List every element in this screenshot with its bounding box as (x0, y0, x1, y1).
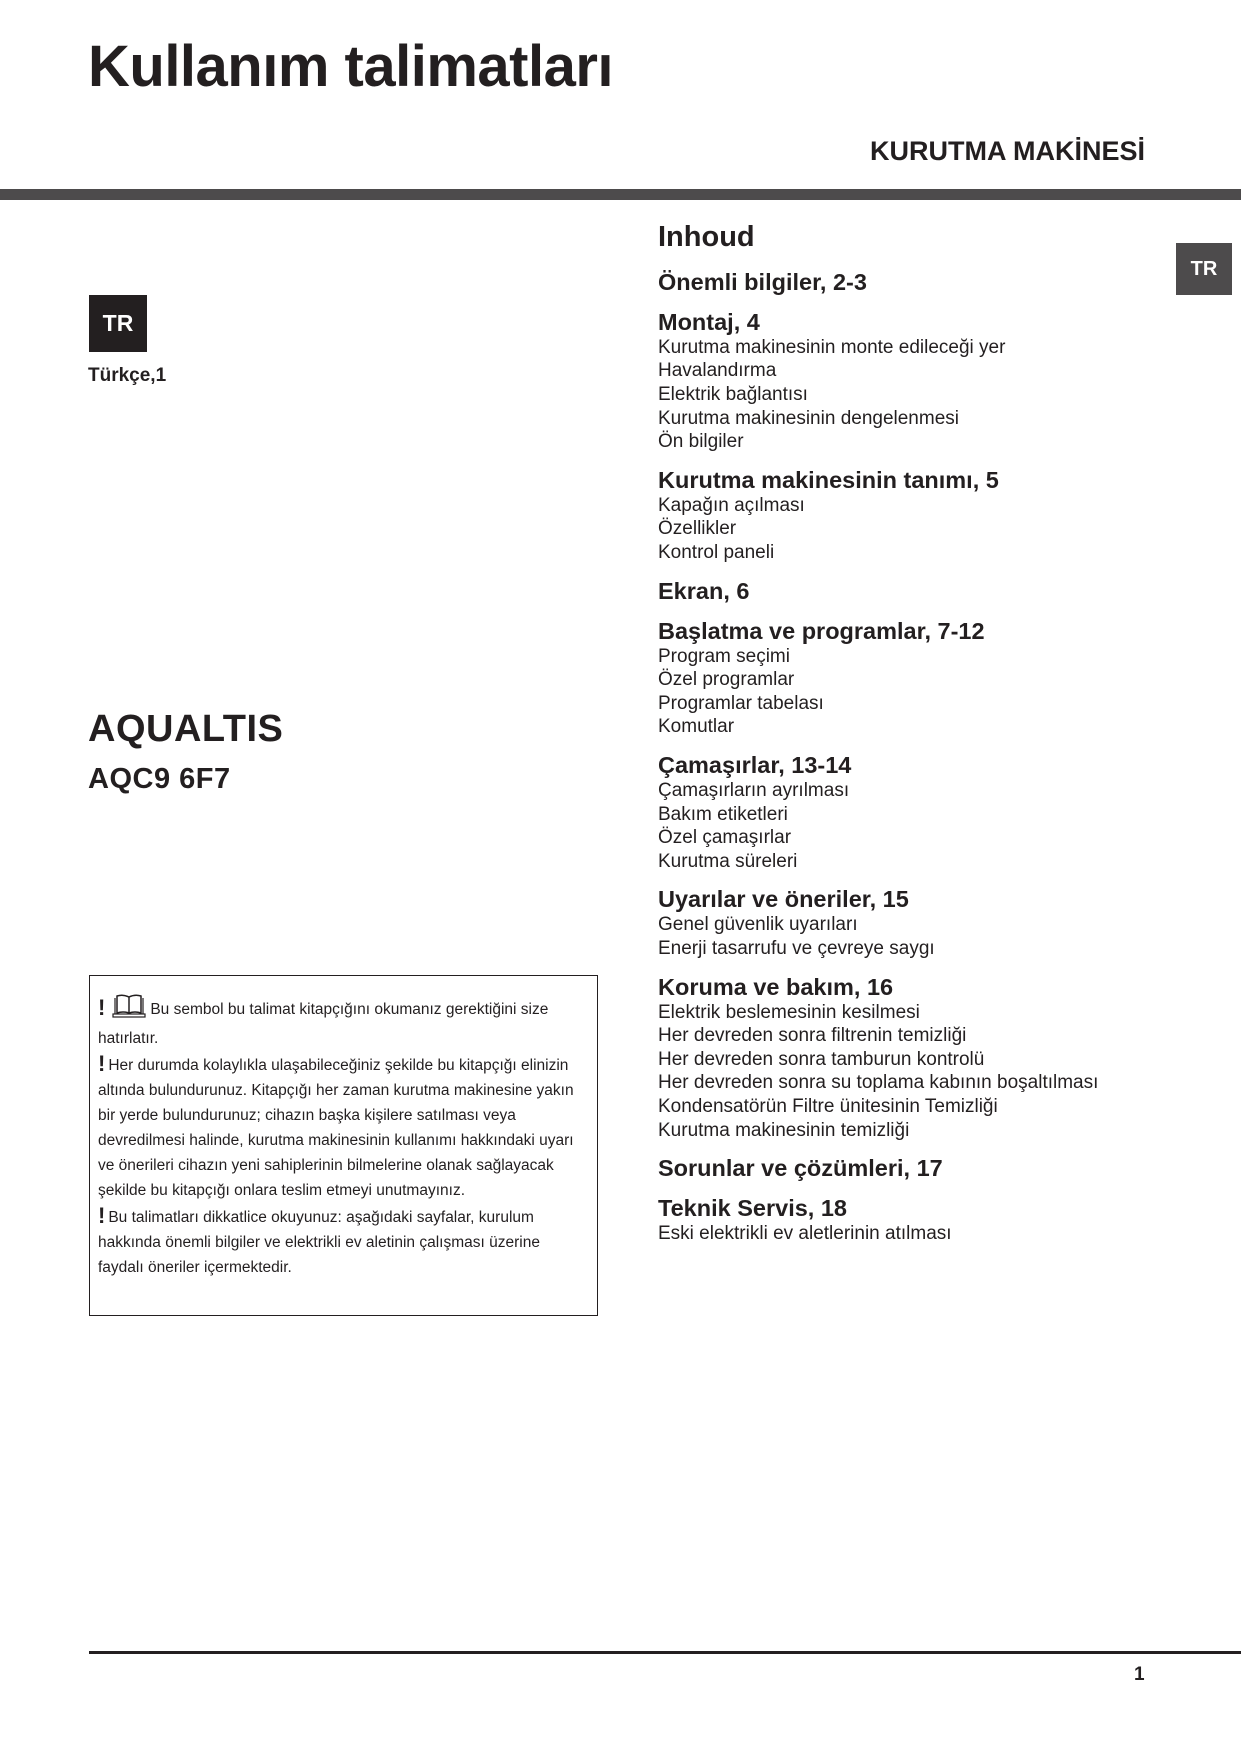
toc-section-heading[interactable]: Uyarılar ve öneriler, 15 (658, 886, 909, 913)
toc-subitem[interactable]: Kurutma makinesinin monte edileceği yer (658, 336, 1006, 358)
toc-subitem[interactable]: Kontrol paneli (658, 542, 775, 564)
toc-subitem[interactable]: Elektrik bağlantısı (658, 384, 808, 406)
language-badge: TR (89, 295, 147, 352)
toc-section-heading[interactable]: Teknik Servis, 18 (658, 1195, 847, 1222)
toc-section-heading[interactable]: Çamaşırlar, 13-14 (658, 752, 852, 779)
toc-subitem[interactable]: Elektrik beslemesinin kesilmesi (658, 1001, 920, 1023)
toc-section-heading[interactable]: Montaj, 4 (658, 308, 760, 335)
toc-section (658, 751, 1178, 873)
toc-section-heading[interactable]: Sorunlar ve çözümleri, 17 (658, 1155, 943, 1182)
book-icon (112, 994, 146, 1026)
toc-subitem[interactable]: Havalandırma (658, 360, 777, 382)
exclamation-icon: ! (98, 995, 106, 1020)
toc-subitem[interactable]: Genel güvenlik uyarıları (658, 914, 858, 936)
toc-subitem[interactable]: Kurutma makinesinin dengelenmesi (658, 407, 959, 429)
toc-section (658, 308, 1178, 454)
document-subtitle: KURUTMA MAKİNESİ (870, 136, 1145, 166)
toc-section (658, 577, 1178, 605)
exclamation-icon: ! (98, 1051, 106, 1076)
toc-subitem[interactable]: Programlar tabelası (658, 692, 824, 714)
exclamation-icon: ! (98, 1203, 106, 1228)
notice-paragraph (98, 1051, 589, 1203)
table-of-contents (658, 222, 1178, 1258)
toc-section-heading[interactable]: Koruma ve bakım, 16 (658, 973, 894, 1000)
toc-section (658, 1194, 1178, 1246)
toc-subitem[interactable]: Kondensatörün Filtre ünitesinin Temizliği (658, 1095, 998, 1117)
toc-section (658, 466, 1178, 565)
language-side-tab: TR (1176, 243, 1232, 295)
toc-subitem[interactable]: Komutlar (658, 716, 735, 738)
notice-paragraph (98, 1203, 589, 1280)
toc-subitem[interactable]: Kapağın açılması (658, 494, 805, 516)
notice-paragraph (98, 994, 589, 1051)
toc-subitem[interactable]: Ön bilgiler (658, 431, 744, 453)
toc-section (658, 268, 1178, 296)
toc-subitems (658, 913, 1178, 960)
footer-divider (89, 1651, 1241, 1654)
toc-subitem[interactable]: Çamaşırların ayrılması (658, 780, 850, 802)
notice-text: Bu talimatları dikkatlice okuyunuz: aşağıdaki sayfalar, kurulum hakkında önemli bilgiler ve elektrikli ev aletinin çalışması üzerine faydalı öneriler içermektedir. (98, 1209, 540, 1276)
toc-subitem[interactable]: Özel programlar (658, 669, 795, 691)
toc-sections (658, 268, 1178, 1246)
notice-text: Her durumda kolaylıkla ulaşabileceğiniz şekilde bu kitapçığı elinizin altında bulundurunuz. Kitapçığı her zaman kurutma makinesine yakın bir yerde bulundurunuz; cihazın başka kişilere satılması veya devredilmesi halinde, kurutma makinesinin kullanımı hakkındaki uyarı ve önerileri cihazın yeni sahiplerinin bilmelerine olanak sağlayacak şekilde bu kitapçığı onlara teslim etmeyi unutmayınız. (98, 1057, 574, 1199)
toc-section-heading[interactable]: Ekran, 6 (658, 577, 750, 604)
page-number: 1 (1134, 1664, 1145, 1685)
toc-subitem[interactable]: Özel çamaşırlar (658, 827, 792, 849)
toc-subitem[interactable]: Eski elektrikli ev aletlerinin atılması (658, 1223, 952, 1245)
toc-subitems (658, 1222, 1178, 1246)
toc-subitem[interactable]: Kurutma süreleri (658, 850, 798, 872)
toc-subitems (658, 336, 1178, 454)
toc-subitem[interactable]: Bakım etiketleri (658, 803, 788, 825)
toc-subitems (658, 645, 1178, 739)
toc-section-heading[interactable]: Önemli bilgiler, 2-3 (658, 268, 867, 295)
toc-subitem[interactable]: Her devreden sonra tamburun kontrolü (658, 1048, 985, 1070)
toc-subitems (658, 1001, 1178, 1143)
toc-subitem[interactable]: Enerji tasarrufu ve çevreye saygı (658, 937, 935, 959)
toc-subitem[interactable]: Her devreden sonra filtrenin temizliği (658, 1025, 967, 1047)
toc-section-heading[interactable]: Kurutma makinesinin tanımı, 5 (658, 466, 999, 493)
toc-section (658, 617, 1178, 739)
notice-box (89, 975, 598, 1316)
language-label: Türkçe,1 (88, 365, 167, 386)
toc-title: Inhoud (658, 221, 755, 253)
toc-section-heading[interactable]: Başlatma ve programlar, 7-12 (658, 617, 985, 644)
toc-subitem[interactable]: Program seçimi (658, 645, 790, 667)
toc-section (658, 885, 1178, 960)
toc-section (658, 1154, 1178, 1182)
document-title: Kullanım talimatları (88, 34, 614, 99)
toc-subitems (658, 779, 1178, 873)
header-divider-bar (0, 189, 1241, 200)
toc-subitems (658, 494, 1178, 565)
toc-subitem[interactable]: Kurutma makinesinin temizliği (658, 1119, 910, 1141)
product-brand: AQUALTIS (88, 708, 284, 750)
toc-section (658, 973, 1178, 1143)
toc-subitem[interactable]: Özellikler (658, 518, 737, 540)
toc-subitem[interactable]: Her devreden sonra su toplama kabının boşaltılması (658, 1072, 1099, 1094)
product-model: AQC9 6F7 (88, 763, 231, 795)
notice-text: Bu sembol bu talimat kitapçığını okumanız gerektiğini size hatırlatır. (98, 1001, 549, 1047)
